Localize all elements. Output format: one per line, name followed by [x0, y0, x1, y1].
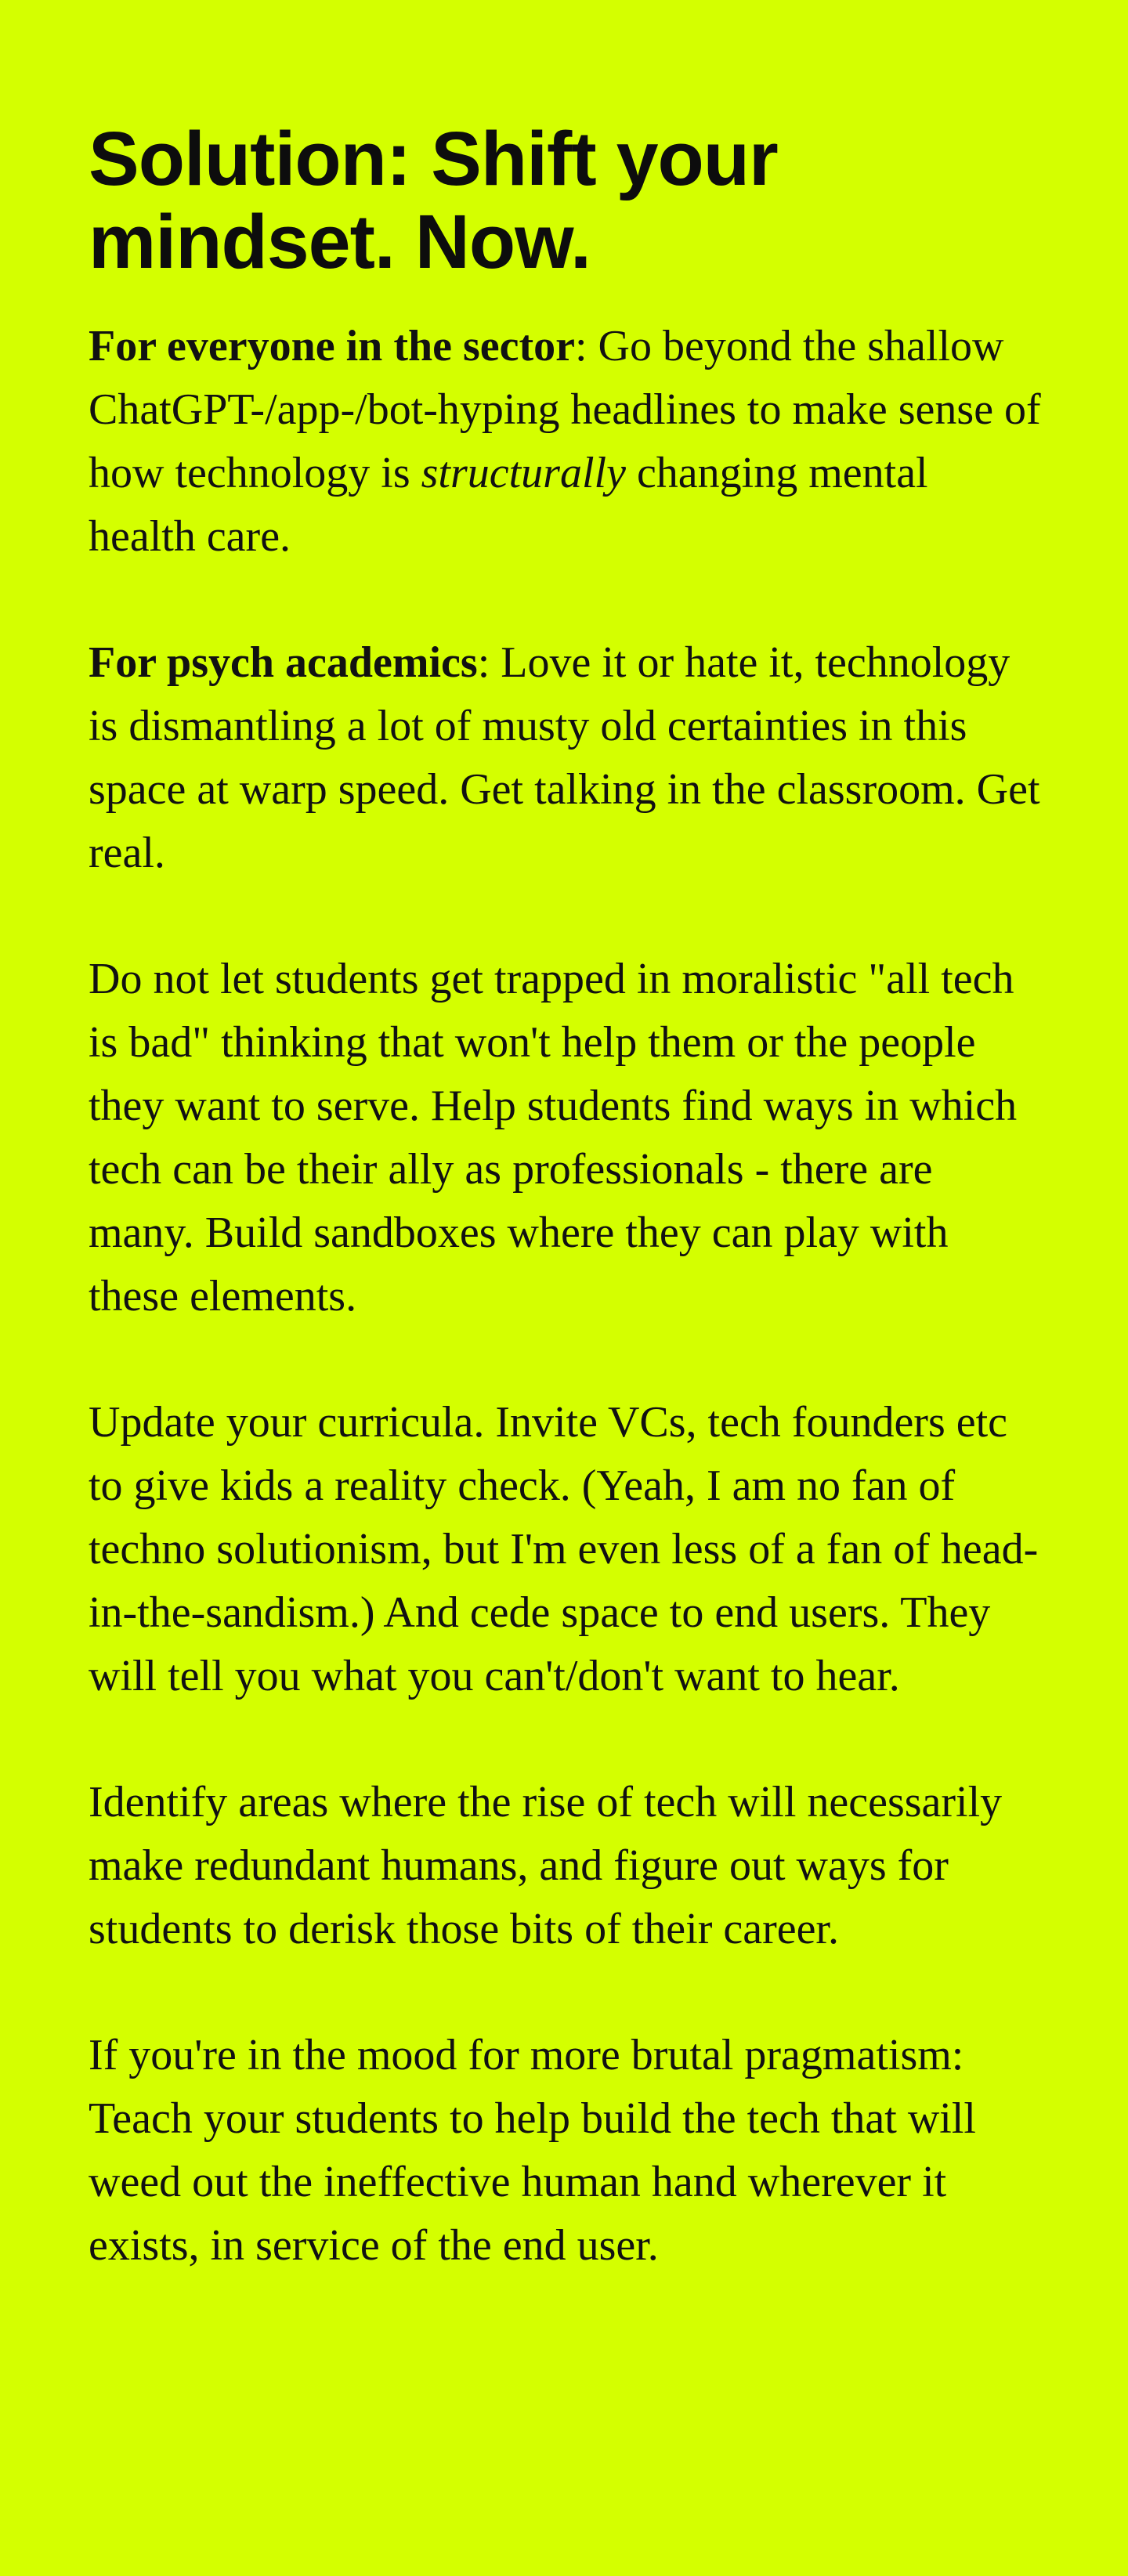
paragraph-text: : Love it or hate it, technology is dismantling a lot of musty old certainties in this space at warp speed. Get talking in the classroom. Get real.	[89, 638, 1040, 877]
paragraph-identify-areas: Identify areas where the rise of tech will necessarily make redundant humans, and figure out ways for students to derisk those bits of their career.	[89, 1778, 1003, 1953]
page-title: Solution: Shift your mindset. Now.	[89, 116, 778, 284]
paragraph-psych-academics	[89, 631, 1042, 885]
paragraph-text: changing mental health care.	[89, 449, 928, 561]
paragraph-brutal-pragmatism: If you're in the mood for more brutal pragmatism: Teach your students to help build the tech that will weed out the ineffective human hand wherever it exists, in service of the end user.	[89, 2031, 976, 2270]
paragraph-update-curricula: Update your curricula. Invite VCs, tech founders etc to give kids a reality check. (Yeah, I am no fan of techno solutionism, but I'm even less of a fan of head-in-the-sandism.) And cede space to end users. They will tell you what you can't/don't want to hear.	[89, 1398, 1039, 1700]
paragraph-lead: For everyone in the sector	[89, 322, 575, 370]
emphasis-text: structurally	[421, 449, 626, 497]
paragraph-text: : Go beyond the shallow ChatGPT-/app-/bot-hyping headlines to make sense of how technology is	[89, 322, 1041, 497]
paragraph-students-thinking: Do not let students get trapped in moralistic "all tech is bad" thinking that won't help them or the people they want to serve. Help students find ways in which tech can be their ally as professionals - there are many. Build sandboxes where they can play with these elements.	[89, 955, 1018, 1321]
paragraph-lead: For psych academics	[89, 638, 478, 687]
paragraph-everyone-in-sector	[89, 315, 1042, 569]
